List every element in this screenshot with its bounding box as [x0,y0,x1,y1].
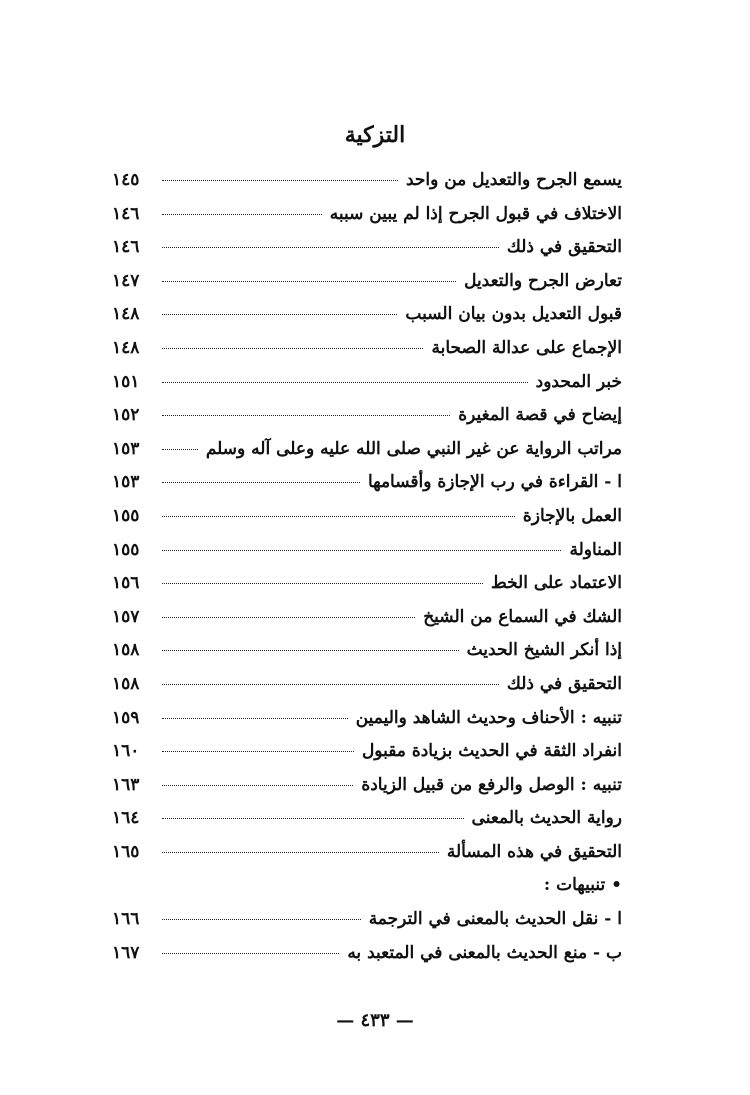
toc-entry [112,540,622,574]
toc-entry [112,237,622,271]
toc-entry-page: ١٥٩ [112,707,140,728]
toc-leader-dots [162,180,398,181]
toc-entry [112,943,622,977]
toc-entry-title: ا - القراءة في رب الإجازة وأقسامها [367,472,622,493]
toc-leader-dots [162,919,361,920]
toc-entry-page: ١٦٠ [112,741,140,762]
toc-entry [112,338,622,372]
toc-entry-title: التحقيق في ذلك [506,673,622,694]
toc-leader-dots [162,449,198,450]
toc-entry-title: الإجماع على عدالة الصحابة [431,337,622,358]
toc-leader-dots [162,247,499,248]
toc-leader-dots [162,852,439,853]
toc-entry-page: ١٥٣ [112,472,140,493]
toc-leader-dots [162,751,354,752]
toc-entry-page: ١٥١ [112,371,140,392]
toc-entry [112,372,622,406]
toc-entry-page: ١٤٦ [112,203,140,224]
toc-entry-page: ١٤٨ [112,337,140,358]
toc-entry-page: ١٥٧ [112,606,140,627]
toc-entry-page: ١٥٨ [112,640,140,661]
toc-entry-page: ١٤٦ [112,237,140,258]
toc-entry-title: تعارض الجرح والتعديل [464,270,622,291]
toc-leader-dots [162,818,464,819]
toc-entry [112,472,622,506]
toc-entry-title: إذا أنكر الشيخ الحديث [466,640,622,661]
toc-leader-dots [162,718,348,719]
toc-leader-dots [162,617,415,618]
toc-leader-dots [162,684,499,685]
toc-leader-dots [162,650,459,651]
toc-entry-title: الاختلاف في قبول الجرح إذا لم يبين سببه [329,203,622,224]
toc-entry-title: خبر المحدود [535,371,622,392]
toc-leader-dots [162,583,483,584]
toc-leader-dots [162,415,450,416]
toc-subheading: • تنبيهات : [543,875,622,896]
toc-leader-dots [162,482,360,483]
toc-entry-title: الاعتماد على الخط [490,573,622,594]
toc-entry [112,808,622,842]
toc-entry-page: ١٥٥ [112,539,140,560]
toc-entry-page: ١٥٢ [112,405,140,426]
toc-entry-title: العمل بالإجازة [522,505,622,526]
toc-entry-page: ١٤٨ [112,304,140,325]
toc-entry-page: ١٦٧ [112,942,140,963]
toc-entry [112,607,622,641]
toc-entry [112,708,622,742]
toc-entry-page: ١٦٣ [112,774,140,795]
toc-entry [112,506,622,540]
toc-entry [112,741,622,775]
toc-entry-title: ب - منع الحديث بالمعنى في المتعبد به [347,942,622,963]
toc-entry [112,640,622,674]
toc-entry-title: يسمع الجرح والتعديل من واحد [405,170,622,190]
page-number: — ٤٣٣ — [336,1010,414,1031]
toc-leader-dots [162,382,528,383]
toc-entry [112,842,622,876]
toc-entry [112,775,622,809]
toc-leader-dots [162,550,561,551]
toc-entry-title: المناولة [569,539,622,560]
toc-leader-dots [162,348,423,349]
toc-entry [112,170,622,204]
toc-entry [112,271,622,305]
toc-entry-page: ١٥٣ [112,438,140,459]
toc-leader-dots [162,214,322,215]
toc-entry-page: ١٥٨ [112,673,140,694]
toc-entry-page: ١٦٦ [112,909,140,930]
toc-leader-dots [162,281,456,282]
toc-sub-entries [112,909,622,976]
toc-entry-page: ١٥٦ [112,573,140,594]
toc-entry [112,204,622,238]
page-title: التزكية [344,122,406,148]
toc-entry-title: رواية الحديث بالمعنى [471,808,622,829]
toc-entry-title: تنبيه : الأحناف وحديث الشاهد واليمين [355,707,622,728]
toc-entry-page: ١٤٥ [112,170,140,190]
toc-entry-title: ا - نقل الحديث بالمعنى في الترجمة [368,909,622,930]
toc-entry-page: ١٤٧ [112,270,140,291]
toc-entry-title: مراتب الرواية عن غير النبي صلى الله عليه وعلى آله وسلم [205,438,622,459]
toc-entry-page: ١٥٥ [112,505,140,526]
toc-entries [112,170,622,875]
toc-entry-title: التحقيق في ذلك [506,237,622,258]
toc-leader-dots [162,785,353,786]
toc-leader-dots [162,516,515,517]
toc-entry [112,909,622,943]
table-of-contents [112,170,622,976]
toc-entry [112,573,622,607]
toc-leader-dots [162,953,339,954]
toc-entry-title: إيضاح في قصة المغيرة [458,405,622,426]
toc-entry [112,674,622,708]
toc-entry [112,405,622,439]
toc-entry [112,439,622,473]
toc-entry [112,304,622,338]
toc-entry-title: الشك في السماع من الشيخ [423,606,622,627]
toc-entry-title: قبول التعديل بدون بيان السبب [405,304,622,325]
toc-entry-page: ١٦٤ [112,808,140,829]
toc-entry-page: ١٦٥ [112,841,140,862]
toc-entry-title: التحقيق في هذه المسألة [446,841,622,862]
toc-entry-title: انفراد الثقة في الحديث بزيادة مقبول [361,741,622,762]
toc-leader-dots [162,314,397,315]
toc-entry-title: تنبيه : الوصل والرفع من قبيل الزيادة [361,774,622,795]
